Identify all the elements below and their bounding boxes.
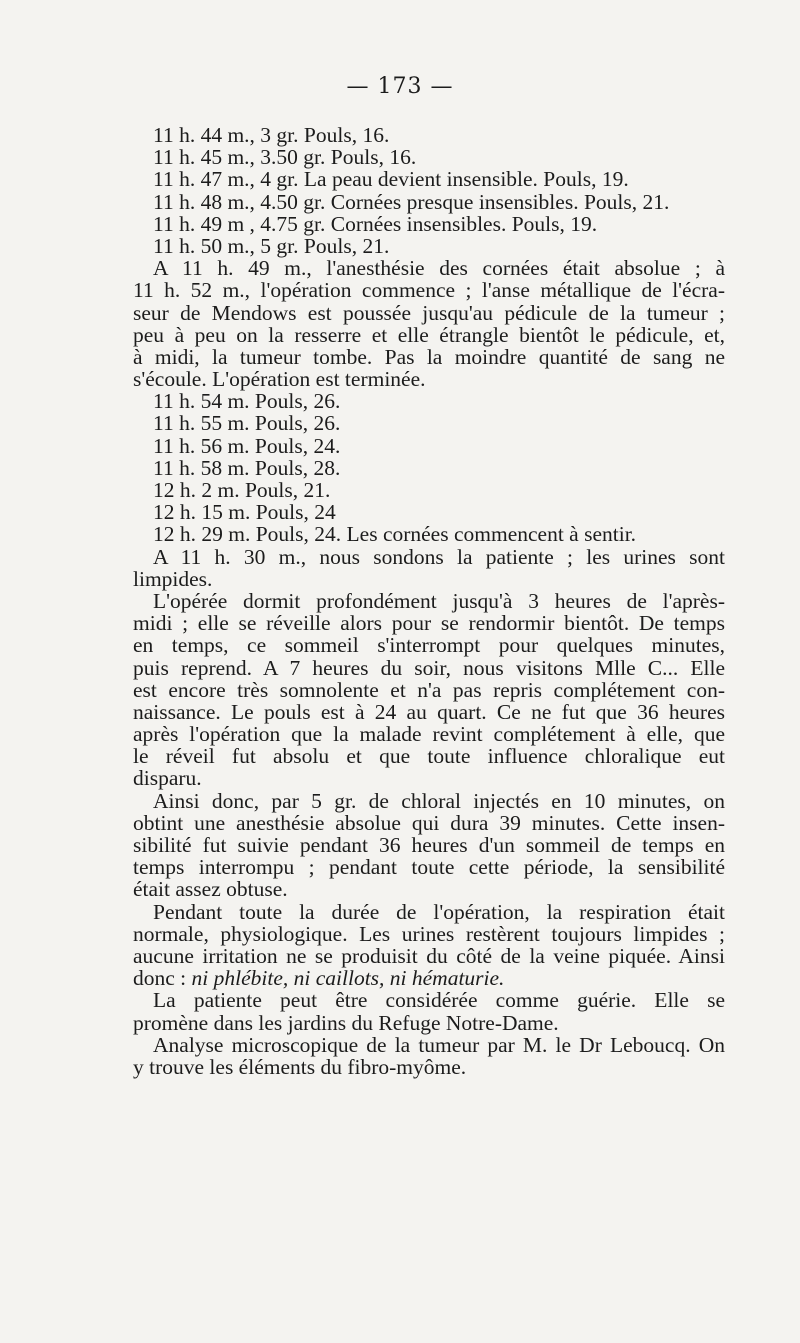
text-line-content: donc : xyxy=(133,966,187,991)
body-text xyxy=(133,124,725,1078)
text-line-content: 12 h. 15 m. Pouls, 24 xyxy=(153,500,336,525)
text-line-content: en temps, ce sommeil s'interrompt pour quelques minutes, xyxy=(133,633,725,658)
text-line-content: temps interrompu ; pendant toute cette période, la sensibilité xyxy=(133,855,725,880)
text-line xyxy=(133,546,725,568)
text-line xyxy=(133,878,725,900)
text-line-content: 11 h. 45 m., 3.50 gr. Pouls, 16. xyxy=(153,145,417,170)
text-line-content: 11 h. 56 m. Pouls, 24. xyxy=(153,433,341,458)
text-line-content: 11 h. 55 m. Pouls, 26. xyxy=(153,411,341,436)
text-line xyxy=(133,257,725,279)
text-line-content: 11 h. 54 m. Pouls, 26. xyxy=(153,389,341,414)
text-line xyxy=(133,568,725,590)
text-line xyxy=(133,124,725,146)
text-line xyxy=(133,146,725,168)
text-line-content: naissance. Le pouls est à 24 au quart. Ce ne fut que 36 heures xyxy=(133,699,725,724)
text-line-content: 12 h. 29 m. Pouls, 24. Les cornées commencent à sentir. xyxy=(153,522,637,547)
text-line-content: sibilité fut suivie pendant 36 heures d'un sommeil de temps en xyxy=(133,833,725,857)
text-line xyxy=(133,168,725,190)
text-line xyxy=(133,701,725,723)
text-line xyxy=(133,856,725,878)
text-line xyxy=(133,479,725,501)
text-line xyxy=(133,324,725,346)
text-line-content: promène dans les jardins du Refuge Notre-Dame. xyxy=(133,1010,559,1035)
text-line-content: 11 h. 58 m. Pouls, 28. xyxy=(153,455,341,480)
text-line-content: normale, physiologique. Les urines restèrent toujours limpides ; xyxy=(133,921,725,946)
text-line xyxy=(133,989,725,1011)
text-line-content: y trouve les éléments du fibro-myôme. xyxy=(133,1054,467,1079)
text-line-content: 11 h. 50 m., 5 gr. Pouls, 21. xyxy=(153,233,390,258)
text-line-content: à midi, la tumeur tombe. Pas la moindre quantité de sang ne xyxy=(133,344,725,369)
text-line xyxy=(133,457,725,479)
text-line-content: midi ; elle se réveille alors pour se rendormir bientôt. De temps xyxy=(133,611,725,636)
text-line-content: limpides. xyxy=(133,566,213,591)
text-line xyxy=(133,790,725,812)
text-line-content: A 11 h. 30 m., nous sondons la patiente ; les urines sont xyxy=(153,544,725,569)
page-number: — 173 — xyxy=(346,74,454,99)
text-line xyxy=(133,501,725,523)
text-line-content: 11 h. 49 m , 4.75 gr. Cornées insensibles. Pouls, 19. xyxy=(153,211,598,236)
text-line xyxy=(133,767,725,789)
text-line-content: 12 h. 2 m. Pouls, 21. xyxy=(153,478,331,502)
text-line-content: L'opérée dormit profondément jusqu'à 3 heures de l'après- xyxy=(153,588,725,613)
text-line-content: 11 h. 52 m., l'opération commence ; l'anse métallique de l'écra- xyxy=(133,278,725,303)
text-line xyxy=(133,213,725,235)
text-line-content: aucune irritation ne se produisit du côté de la veine piquée. Ainsi xyxy=(133,943,725,968)
text-line-content: puis reprend. A 7 heures du soir, nous visitons Mlle C... Elle xyxy=(133,655,725,680)
text-line-content: était assez obtuse. xyxy=(133,877,288,902)
text-line-content: Analyse microscopique de la tumeur par M. le Dr Leboucq. On xyxy=(153,1032,725,1057)
text-line-content: Pendant toute la durée de l'opération, la respiration était xyxy=(153,899,725,924)
text-line xyxy=(133,435,725,457)
text-line xyxy=(133,412,725,434)
text-line xyxy=(133,1034,725,1056)
text-line xyxy=(133,1012,725,1034)
text-line xyxy=(133,390,725,412)
text-line xyxy=(133,523,725,545)
text-line-content: s'écoule. L'opération est terminée. xyxy=(133,367,426,392)
text-line xyxy=(133,590,725,612)
text-line xyxy=(133,368,725,390)
text-line xyxy=(133,834,725,856)
text-line-content: La patiente peut être considérée comme guérie. Elle se xyxy=(153,988,725,1013)
text-line xyxy=(133,279,725,301)
text-line-content: obtint une anesthésie absolue qui dura 39 minutes. Cette insen- xyxy=(133,810,725,835)
text-line xyxy=(133,812,725,834)
text-line-content: le réveil fut absolu et que toute influence chloralique eut xyxy=(133,744,725,769)
text-line-content: disparu. xyxy=(133,766,202,791)
text-line-content: 11 h. 48 m., 4.50 gr. Cornées presque insensibles. Pouls, 21. xyxy=(153,189,670,214)
text-line xyxy=(133,302,725,324)
text-line xyxy=(133,191,725,213)
text-line xyxy=(133,346,725,368)
text-line xyxy=(133,1056,725,1078)
text-line xyxy=(133,679,725,701)
text-line-content: peu à peu on la resserre et elle étrangle bientôt le pédicule, et, xyxy=(133,322,725,347)
text-line-content: 11 h. 44 m., 3 gr. Pouls, 16. xyxy=(153,123,390,147)
text-line-content: est encore très somnolente et n'a pas repris complétement con- xyxy=(133,677,725,702)
text-line xyxy=(133,967,725,989)
text-line xyxy=(133,723,725,745)
text-line-content: A 11 h. 49 m., l'anesthésie des cornées était absolue ; à xyxy=(153,256,725,281)
text-line xyxy=(133,612,725,634)
text-line xyxy=(133,657,725,679)
text-line xyxy=(133,901,725,923)
text-line-content: seur de Mendows est poussée jusqu'au pédicule de la tumeur ; xyxy=(133,300,725,325)
text-line-content: 11 h. 47 m., 4 gr. La peau devient insensible. Pouls, 19. xyxy=(153,167,629,192)
text-line xyxy=(133,634,725,656)
text-line-content: après l'opération que la malade revint complétement à elle, que xyxy=(133,722,725,747)
text-line xyxy=(133,923,725,945)
text-line-italic: ni phlébite, ni caillots, ni hématurie. xyxy=(191,966,505,991)
text-line xyxy=(133,745,725,767)
text-line xyxy=(133,235,725,257)
text-line-content: Ainsi donc, par 5 gr. de chloral injectés en 10 minutes, on xyxy=(153,788,725,813)
text-line xyxy=(133,945,725,967)
